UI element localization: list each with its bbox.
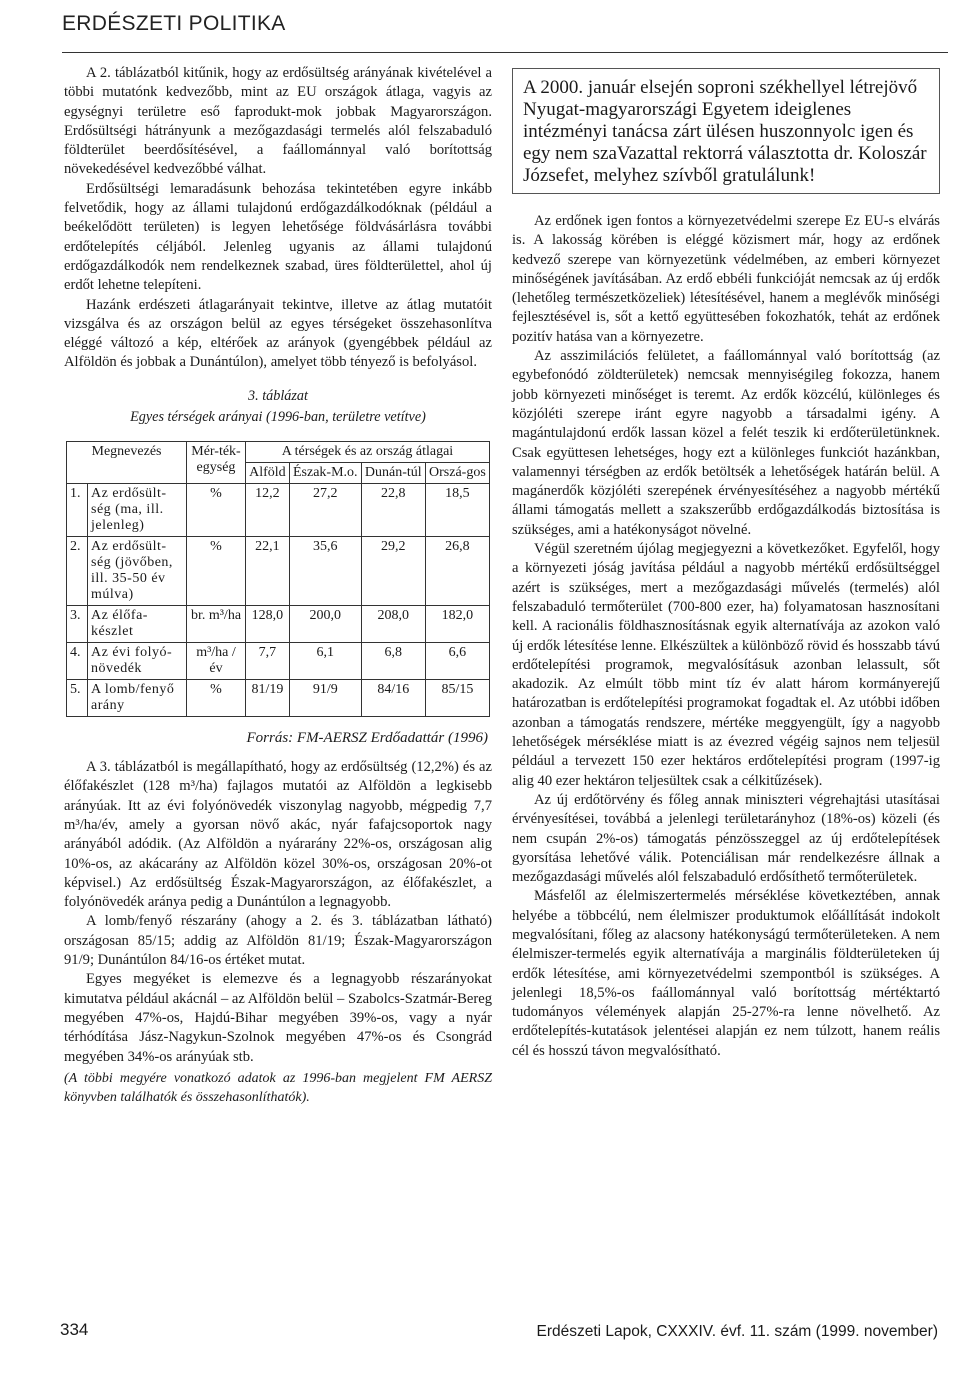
col-header-region: Észak-M.o. (289, 462, 361, 483)
paragraph: Másfelől az élelmiszertermelés mérséklése következtében, annak helyébe a többcélú, nem élelmiszer produktumok előállítását indokolt megvalósítani, főleg az alacsony hatékonyságú termőterületeken. A nem élelmiszer-termelés egyik alternatívája a marginális földterületeken új erdők létesítése, ami környezetvédelmi szempontból is szükséges. A jelenlegi 18,5%-os faállománnyal való borítottság mértéktartó tudományos vélemények alapján 25-27%-ra lenne növelhető. Az erdőtelepítés-kutatások jelentései alapján ez nem túlzott, hanem reális cél és hosszú távon megvalósítható. (512, 888, 940, 1059)
paragraph: Végül szeretném újólag megjegyezni a következőket. Egyfelől, hogy a környezeti jóság javítása például a nagyobb mértékű erdősültséggel azért is szükséges, mert a mezőgazdasági művelés (termelés) alól felszabaduló termőterület (700-800 ezer, ha) folyamatosan hasznosítani kell. A racionális földhasznosításnak egyik alternatívája az azokon való új erdők létesítése lenne. Elkészültek a különböző rövid és hosszabb távú erdőtelepítési programok, megvalósításuk azonban lelassult, sőt akadozik. Az elmúlt több mint tíz év alatt három kormányerejű határozatban is erdőtelepítési programokat fogadtak el. Az utóbbi időben azonban a támogatás rendszere, mértéke meggyengült, így a nagyobb lehetőségek mérséklése miatt is az évezred végéig sajnos nem teljesül például a tervezett 150 ezer hektáros erdőtelepítési program (1997-ig alig 40 ezer hektáron teljesültek csak a célkitűzések). (512, 541, 940, 789)
row-unit: % (187, 483, 246, 536)
cell-value: 22,1 (246, 536, 290, 605)
row-unit: % (187, 536, 246, 605)
row-number: 5. (67, 679, 88, 716)
page-number: 334 (60, 1320, 89, 1339)
table-title: 3. táblázat (248, 387, 308, 404)
cell-value: 29,2 (361, 536, 425, 605)
paragraph: Erdősültségi lemaradásunk behozása tekintetében egyre inkább felvetődik, hogy az állami tulajdonú erdőgazdálkodóknak (például a beékelődött területen) is legyen lehetősége földvásárlásra további erdőtelepítés céljából. Jelenleg ugyanis az állami tulajdonú erdőgazdálkodók nem rendelkeznek szabad, üres földterülettel, ahol új erdőt lehetne telepíteni. (64, 180, 492, 294)
paragraph: Az erdőnek igen fontos a környezetvédelmi szerepe Ez EU-s elvárás is. A lakosság körében is eléggé közismert már, hogy az erdőnek kedvező szerepe van környezetünk védelmében, az emberi környezet minőségének javításában. Az erdő ebbéli funkcióját nemcsak az új erdők (lehetőleg természetközeliek) létesítésével, hanem a meglévők minőségi fejlesztésével is, sőt a kettő együttesében fokozhatók, tehát az erdőnek pozitív hatása van a környezetre. (512, 213, 940, 345)
header-rule (62, 52, 948, 53)
cell-value: 208,0 (361, 605, 425, 642)
row-unit: % (187, 679, 246, 716)
cell-value: 81/19 (246, 679, 290, 716)
row-number: 2. (67, 536, 88, 605)
row-unit: br. m³/ha (187, 605, 246, 642)
footnote: (A többi megyére vonatkozó adatok az 1996-ban megjelent FM AERSZ könyvben találhatók és összehasonlíthatók). (64, 1070, 492, 1105)
cell-value: 7,7 (246, 642, 290, 679)
cell-value: 35,6 (289, 536, 361, 605)
paragraph: Hazánk erdészeti átlagarányait tekintve, illetve az átlag mutatóit vizsgálva és az országon belül az egyes térségeket összehasonlítva eléggé változó a kép, eltérőek az arányok (gyengébbek például az Alföldön és jobbak a Dunántúlon), amelyet több tényező is befolyásol. (64, 296, 492, 371)
region-table (66, 441, 490, 717)
cell-value: 84/16 (361, 679, 425, 716)
table-subtitle: Egyes térségek arányai (1996-ban, területre vetítve) (130, 408, 426, 425)
col-header-region: Alföld (246, 462, 290, 483)
col-header-region: Dunán-túl (361, 462, 425, 483)
row-name: A lomb/fenyő arány (88, 679, 187, 716)
col-header-group: A térségek és az ország átlagai (246, 441, 490, 462)
cell-value: 22,8 (361, 483, 425, 536)
cell-value: 6,1 (289, 642, 361, 679)
paragraph: Egyes megyéket is elemezve és a legnagyobb részarányokat kimutatva például akácnál – az Alföldön belül – Szabolcs-Szatmár-Bereg megyében 47%-os, Hajdú-Bihar megyében 39%-os, vagy a nyár térhódítása Jász-Nagykun-Szolnok megyében 47%-os és Csongrád megyében 34%-os arányúak stb. (64, 971, 492, 1065)
table-row (67, 536, 490, 605)
cell-value: 12,2 (246, 483, 290, 536)
cell-value: 91/9 (289, 679, 361, 716)
row-name: Az erdősült-ség (jövőben, ill. 35-50 év múlva) (88, 536, 187, 605)
cell-value: 6,8 (361, 642, 425, 679)
paragraph: Az asszimilációs felületet, a faállománnyal való borítottság (az egybefonódó zöldterületek) nemcsak mennyiségileg fokozza, hanem jobb környezeti minőséget is teremt. Az erdők közcélú, különleges és közjóléti szerepe iránt egyre nagyobb a társadalmi igény. A magántulajdonú erdők lassan közel a felét teszik ki erdőterületünknek. Csak együttesen lehetséges, hogy ezt a különleges funkciót hazánkban, valamennyi térségben az erdők betöltsék a lehetőségek határán belül. A magánerdők közjóléti szerepének érvényesítéséhez a nagyobb mértékű állami támogatás mellett a szakszerűbb erdőgazdálkodás biztosítása is szükséges, ami a hatékonyságot növelné. (512, 348, 940, 538)
paragraph: A 2. táblázatból kitűnik, hogy az erdősültség arányának kivételével a többi mutatónk kedvezőbb, mint az EU országok átlaga, vagyis az egységnyi területre eső faprodukt-mok jobbak Magyarországon. Erdősültségi hátrányunk a mezőgazdasági termelés alól felszabaduló földterület beerdősítésével, a faállománnyal való borítottság növekedésével kedvezőbbé válhat. (64, 65, 492, 178)
journal-citation: Erdészeti Lapok, CXXXIV. évf. 11. szám (1999. november) (536, 1323, 938, 1340)
cell-value: 26,8 (425, 536, 489, 605)
cell-value: 85/15 (425, 679, 489, 716)
paragraph: A lomb/fenyő részarány (ahogy a 2. és 3. táblázatban látható) országosan 85/15; addig az Alföldön 81/19; Észak-Magyarországon 91/9; Dunántúlon 84/16-os értéket mutat. (64, 913, 492, 969)
cell-value: 200,0 (289, 605, 361, 642)
cell-value: 6,6 (425, 642, 489, 679)
right-column (512, 64, 940, 1061)
row-number: 1. (67, 483, 88, 536)
row-name: Az élőfa-készlet (88, 605, 187, 642)
table-source: Forrás: FM-AERSZ Erdőadattár (1996) (246, 729, 488, 746)
paragraph: Az új erdőtörvény és főleg annak miniszteri végrehajtási utasításai érvényesítései, továbbá a jelenlegi területarányhoz (18%-os) közeli (és nem csupán 2%-os) támogatás pénzösszeggel az új erdőtelepítések gyorsítása lehetővé válik. Potenciálisan már rendelkezésre állnak a mezőgazdasági művelés alól felszabaduló erdősíthető termőterületek. (512, 791, 940, 886)
row-number: 3. (67, 605, 88, 642)
left-column (64, 64, 492, 1107)
row-number: 4. (67, 642, 88, 679)
col-header-unit: Mér-ték-egység (187, 441, 246, 483)
table-row (67, 605, 490, 642)
announcement-box: A 2000. január elsején soproni székhellyel létrejövő Nyugat-magyarországi Egyetem ideiglenes intézményi tanácsa zárt ülésen huszonnyolc igen és egy nem szaVazattal rektorrá választotta dr. Koloszár Józsefet, melyhez szívből gratulálunk! (512, 68, 940, 194)
section-header: ERDÉSZETI POLITIKA (62, 12, 286, 35)
table-row (67, 642, 490, 679)
col-header-name: Megnevezés (67, 441, 187, 483)
table-row (67, 483, 490, 536)
row-name: Az évi folyó-növedék (88, 642, 187, 679)
table-row (67, 679, 490, 716)
cell-value: 128,0 (246, 605, 290, 642)
row-unit: m³/ha /év (187, 642, 246, 679)
paragraph: A 3. táblázatból is megállapítható, hogy az erdősültség (12,2%) és az élőfakészlet (128 m³/ha) fajlagos mutatói az Alföldön a legkisebb arányúak. Itt az évi folyónövedék viszonylag nagyobb, mégpedig 7,7 m³/ha/év, amely a gyorsan növő akác, nyár fafajcsoportok nagy arányából adódik. (Az Alföldön a nyárarány 22%-os, országosan alig 10%-os, az akácarány az Alföldön közel 30%-os, országosan 20%-ot képvisel.) Az erdősültség Észak-Magyarországon, az élőfakészlet, a folyónövedék aránya pedig a Dunántúlon a legnagyobb. (64, 759, 492, 911)
cell-value: 18,5 (425, 483, 489, 536)
cell-value: 182,0 (425, 605, 489, 642)
col-header-region: Orszá-gos (425, 462, 489, 483)
row-name: Az erdősült-ség (ma, ill. jelenleg) (88, 483, 187, 536)
cell-value: 27,2 (289, 483, 361, 536)
